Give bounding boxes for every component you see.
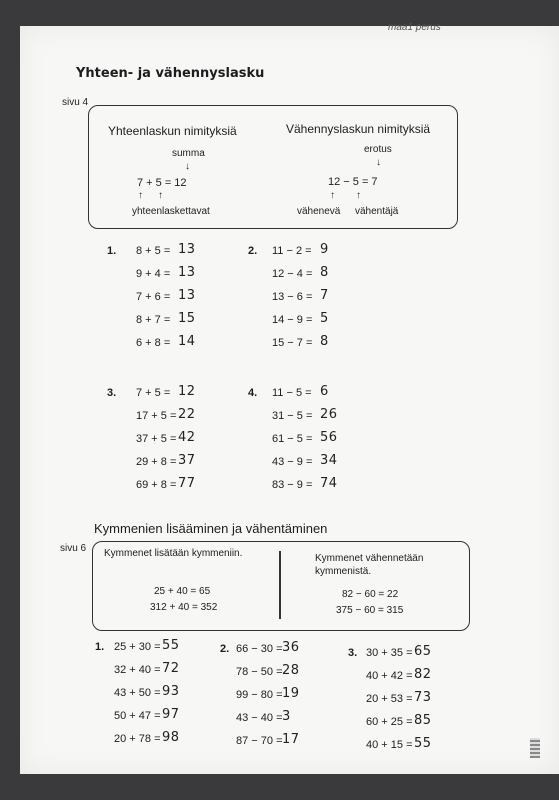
p6-handwritten-answer: 65	[414, 644, 432, 659]
p4-handwritten-answer: 13	[178, 265, 196, 280]
p4-problem: 11 − 5 =	[272, 387, 312, 399]
p4-problem: 9 + 4 =	[136, 268, 171, 280]
p6-problem: 60 + 25 =	[366, 716, 413, 728]
p4-handwritten-answer: 8	[320, 265, 329, 280]
p6-problem: 66 − 30 =	[236, 643, 283, 655]
p4-handwritten-answer: 56	[320, 430, 338, 445]
p6-handwritten-answer: 73	[414, 690, 432, 705]
p6-exercise-number: 1.	[95, 641, 105, 653]
p4-problem: 7 + 6 =	[136, 291, 171, 303]
p4-problem: 69 + 8 =	[136, 479, 177, 491]
p6-problem: 43 + 50 =	[114, 687, 161, 699]
tens-sub-heading: Kymmenet vähennetään	[315, 553, 424, 564]
edge-marker	[530, 738, 540, 758]
p4-problem: 7 + 5 =	[136, 387, 171, 399]
p4-problem: 8 + 5 =	[136, 245, 171, 257]
minuend-label: vähenevä	[297, 206, 341, 217]
p4-handwritten-answer: 74	[320, 476, 338, 491]
p4-problem: 83 − 9 =	[272, 479, 313, 491]
p4-handwritten-answer: 9	[320, 242, 329, 257]
p6-handwritten-answer: 17	[282, 732, 300, 747]
p4-problem: 29 + 8 =	[136, 456, 177, 468]
p4-handwritten-answer: 14	[178, 334, 196, 349]
top-reference: maa1 perus	[388, 22, 441, 33]
p4-handwritten-answer: 37	[178, 453, 196, 468]
p4-exercise-number: 1.	[107, 245, 117, 257]
arrow-up-icon: ↑	[356, 190, 361, 201]
p6-problem: 20 + 53 =	[366, 693, 413, 705]
p6-handwritten-answer: 55	[162, 638, 180, 653]
p6-handwritten-answer: 93	[162, 684, 180, 699]
p4-handwritten-answer: 26	[320, 407, 338, 422]
p4-handwritten-answer: 34	[320, 453, 338, 468]
arrow-down-icon: ↓	[376, 157, 381, 168]
box-divider	[279, 551, 281, 619]
addends-label: yhteenlaskettavat	[132, 206, 210, 217]
add-terms-heading: Yhteenlaskun nimityksiä	[108, 124, 237, 138]
add-example: 7 + 5 = 12	[137, 177, 187, 189]
p4-problem: 6 + 8 =	[136, 337, 171, 349]
p4-exercise-number: 2.	[248, 245, 258, 257]
sub-terms-heading: Vähennyslaskun nimityksiä	[286, 122, 431, 136]
p6-handwritten-answer: 85	[414, 713, 432, 728]
p4-problem: 11 − 2 =	[272, 245, 312, 257]
p6-handwritten-answer: 55	[414, 736, 432, 751]
p4-problem: 61 − 5 =	[272, 433, 313, 445]
p6-handwritten-answer: 28	[282, 663, 300, 678]
arrow-up-icon: ↑	[158, 190, 163, 201]
p6-exercise-number: 3.	[348, 647, 358, 659]
p4-handwritten-answer: 6	[320, 384, 329, 399]
p4-problem: 43 − 9 =	[272, 456, 313, 468]
p4-problem: 14 − 9 =	[272, 314, 313, 326]
p6-handwritten-answer: 98	[162, 730, 180, 745]
p6-problem: 78 − 50 =	[236, 666, 283, 678]
p4-handwritten-answer: 15	[178, 311, 196, 326]
sum-label: summa	[172, 148, 205, 159]
difference-label: erotus	[364, 144, 392, 155]
tens-sub-example: 375 − 60 = 315	[336, 605, 404, 616]
p4-problem: 37 + 5 =	[136, 433, 177, 445]
page-title: Yhteen- ja vähennyslasku	[76, 66, 265, 81]
p4-exercise-number: 4.	[248, 387, 258, 399]
tens-sub-example: 82 − 60 = 22	[342, 589, 399, 600]
p4-problem: 31 − 5 =	[272, 410, 313, 422]
p4-handwritten-answer: 77	[178, 476, 196, 491]
p6-problem: 40 + 15 =	[366, 739, 413, 751]
arrow-up-icon: ↑	[138, 190, 143, 201]
p4-handwritten-answer: 12	[178, 384, 196, 399]
p4-handwritten-answer: 42	[178, 430, 196, 445]
p6-problem: 43 − 40 =	[236, 712, 283, 724]
p6-handwritten-answer: 36	[282, 640, 300, 655]
page-label: sivu 4	[62, 97, 89, 108]
p6-problem: 25 + 30 =	[114, 641, 161, 653]
p6-handwritten-answer: 82	[414, 667, 432, 682]
p4-problem: 17 + 5 =	[136, 410, 177, 422]
p6-problem: 50 + 47 =	[114, 710, 161, 722]
p4-exercise-number: 3.	[107, 387, 117, 399]
p4-problem: 8 + 7 =	[136, 314, 171, 326]
p6-handwritten-answer: 19	[282, 686, 300, 701]
section-title: Kymmenien lisääminen ja vähentäminen	[94, 521, 328, 536]
p6-exercise-number: 2.	[220, 643, 230, 655]
sub-example: 12 − 5 = 7	[328, 176, 378, 188]
p6-problem: 40 + 42 =	[366, 670, 413, 682]
tens-add-example: 25 + 40 = 65	[154, 586, 211, 597]
p4-handwritten-answer: 22	[178, 407, 196, 422]
p6-problem: 32 + 40 =	[114, 664, 161, 676]
page-label: sivu 6	[60, 543, 87, 554]
p4-problem: 15 − 7 =	[272, 337, 313, 349]
tens-add-heading: Kymmenet lisätään kymmeniin.	[104, 548, 243, 559]
p4-handwritten-answer: 13	[178, 242, 196, 257]
p6-problem: 20 + 78 =	[114, 733, 161, 745]
arrow-up-icon: ↑	[330, 190, 335, 201]
p6-handwritten-answer: 3	[282, 709, 291, 724]
p6-handwritten-answer: 97	[162, 707, 180, 722]
p6-problem: 30 + 35 =	[366, 647, 413, 659]
arrow-down-icon: ↓	[185, 161, 190, 172]
p4-handwritten-answer: 13	[178, 288, 196, 303]
p6-problem: 87 − 70 =	[236, 735, 283, 747]
tens-add-example: 312 + 40 = 352	[150, 602, 218, 613]
p4-handwritten-answer: 7	[320, 288, 329, 303]
p4-handwritten-answer: 5	[320, 311, 329, 326]
p4-problem: 12 − 4 =	[272, 268, 313, 280]
p6-handwritten-answer: 72	[162, 661, 180, 676]
subtrahend-label: vähentäjä	[355, 206, 399, 217]
p6-problem: 99 − 80 =	[236, 689, 283, 701]
tens-sub-heading: kymmenistä.	[315, 566, 372, 577]
p4-problem: 13 − 6 =	[272, 291, 313, 303]
p4-handwritten-answer: 8	[320, 334, 329, 349]
